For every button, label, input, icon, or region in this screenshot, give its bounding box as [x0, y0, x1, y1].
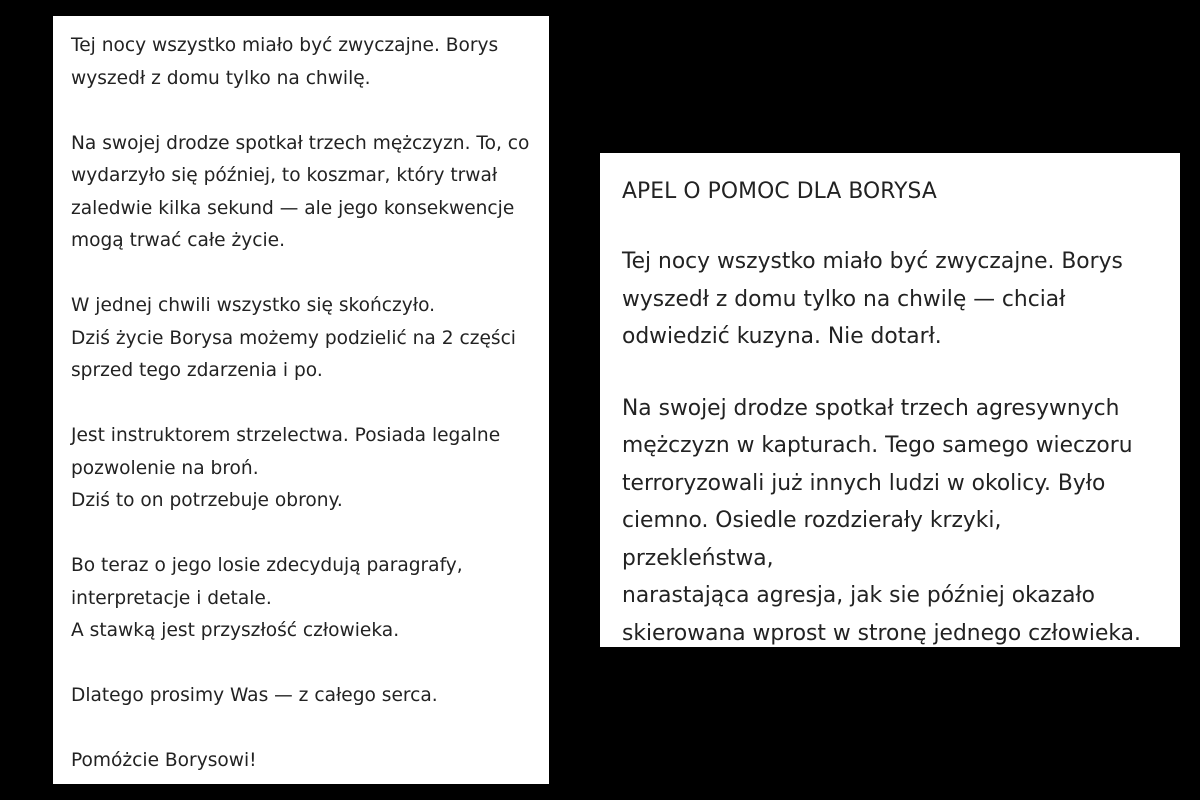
right-text-card: [600, 153, 1180, 647]
right-paragraph-2: Na swojej drodze spotkał trzech agresywnych mężczyzn w kapturach. Tego samego wieczoru terroryzowali już innych ludzi w okolicy. Było ciemno. Osiedle rozdzierały krzyki, przekleństwa, narastająca agresja, jak sie później okazało skierowana wprost w stronę jednego człowieka.: [622, 395, 1141, 646]
left-paragraph-7: Pomóżcie Borysowi!: [71, 750, 257, 771]
appeal-heading: APEL O POMOC DLA BORYSA: [622, 179, 937, 204]
right-paragraph-1: Tej nocy wszystko miało być zwyczajne. Borys wyszedł z domu tylko na chwilę — chciał odwiedzić kuzyna. Nie dotarł.: [622, 249, 1123, 349]
left-paragraph-2: Na swojej drodze spotkał trzech mężczyzn. To, co wydarzyło się później, to koszmar, który trwał zaledwie kilka sekund — ale jego konsekwencje mogą trwać całe życie.: [71, 132, 530, 251]
left-paragraph-4: Jest instruktorem strzelectwa. Posiada legalne pozwolenie na broń. Dziś to on potrzebuje obrony.: [71, 425, 501, 511]
left-text-card: [53, 16, 549, 784]
left-paragraph-6: Dlatego prosimy Was — z całego serca.: [71, 685, 438, 706]
left-paragraph-3: W jednej chwili wszystko się skończyło. Dziś życie Borysa możemy podzielić na 2 części sprzed tego zdarzenia i po.: [71, 295, 516, 381]
left-paragraph-1: Tej nocy wszystko miało być zwyczajne. Borys wyszedł z domu tylko na chwilę.: [71, 35, 499, 89]
left-paragraph-5: Bo teraz o jego losie zdecydują paragrafy, interpretacje i detale. A stawką jest przyszłość człowieka.: [71, 555, 463, 641]
